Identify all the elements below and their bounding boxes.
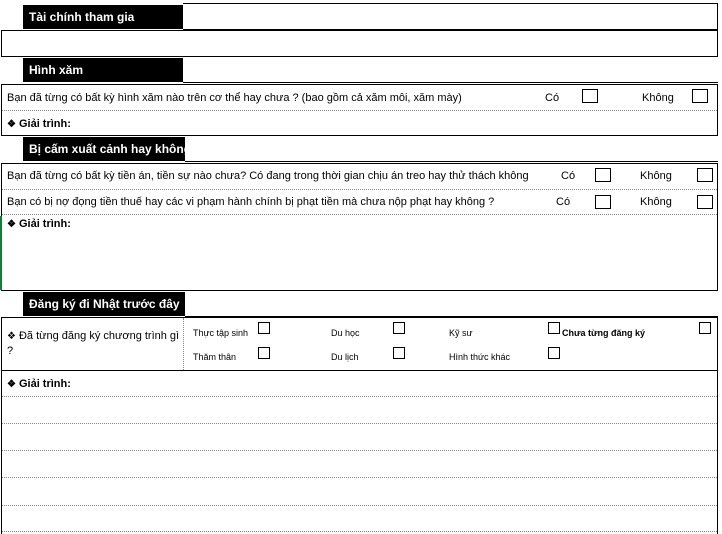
row-separator	[2, 214, 717, 215]
section-header-exit-ban: Bị cấm xuất cảnh hay không	[23, 137, 185, 161]
tattoo-no-label: Không	[642, 92, 674, 104]
section-header-finance: Tài chính tham gia	[23, 5, 183, 29]
prior-japan-question-text: Đã từng đăng ký chương trình gì ?	[7, 330, 180, 357]
option-family-visit-checkbox[interactable]	[258, 347, 270, 359]
tattoo-question: Bạn đã từng có bất kỳ hình xăm nào trên cơ thể hay chưa ? (bao gồm cả xăm môi, xăm mày)	[7, 92, 462, 104]
option-engineer-label: Kỹ sư	[449, 328, 473, 338]
diamond-icon: ❖	[7, 219, 16, 230]
diamond-icon: ❖	[7, 331, 16, 342]
option-travel-label: Du lịch	[331, 352, 359, 362]
writing-line[interactable]	[2, 450, 717, 451]
row-separator	[2, 110, 717, 111]
option-never-checkbox[interactable]	[699, 322, 711, 334]
top-border-line	[183, 3, 718, 4]
top-right-border	[717, 3, 718, 29]
exit-ban-explain-label: Giải trình:	[18, 218, 71, 230]
prior-japan-explain-label: Giải trình:	[18, 378, 71, 390]
option-study-label: Du học	[331, 328, 360, 338]
tattoo-no-checkbox[interactable]	[692, 89, 708, 103]
exit-ban-q1-no-checkbox[interactable]	[697, 168, 713, 182]
diamond-icon: ❖	[7, 119, 16, 130]
section-header-prior-japan: Đăng ký đi Nhật trước đây	[23, 292, 185, 316]
exit-ban-explain[interactable]	[7, 217, 71, 232]
row-line	[2, 370, 717, 371]
exit-ban-q2-yes-checkbox[interactable]	[595, 195, 611, 209]
prior-japan-explain[interactable]	[7, 377, 71, 392]
option-other-label: Hình thức khác	[449, 352, 511, 362]
tattoo-explain-label: Giải trình:	[18, 118, 71, 130]
option-other-checkbox[interactable]	[548, 347, 560, 359]
row-line	[183, 82, 718, 83]
exit-ban-question-2: Bạn có bị nợ đọng tiền thuế hay các vi phạm hành chính bị phạt tiền mà chưa nộp phạt hay không ?	[7, 196, 495, 208]
option-engineer-checkbox[interactable]	[548, 322, 560, 334]
option-study-checkbox[interactable]	[393, 322, 405, 334]
tattoo-explain[interactable]	[7, 117, 71, 132]
exit-ban-q1-no-label: Không	[640, 170, 672, 182]
exit-ban-question-1: Bạn đã từng có bất kỳ tiền án, tiền sự nào chưa? Có đang trong thời gian chịu án treo hay thử thách không	[7, 170, 529, 182]
row-separator	[2, 189, 717, 190]
tattoo-yes-label: Có	[545, 92, 560, 104]
option-trainee-label: Thực tập sinh	[193, 328, 249, 338]
option-family-visit-label: Thăm thân	[193, 352, 237, 362]
finance-field-box[interactable]	[1, 30, 718, 57]
writing-line[interactable]	[2, 477, 717, 478]
option-never-label: Chưa từng đăng ký	[562, 328, 646, 338]
exit-ban-q2-no-checkbox[interactable]	[697, 195, 713, 209]
writing-line[interactable]	[2, 396, 717, 397]
prior-japan-question	[7, 329, 181, 358]
exit-ban-q1-yes-label: Có	[561, 170, 576, 182]
column-separator	[183, 318, 184, 370]
option-trainee-checkbox[interactable]	[258, 322, 270, 334]
option-travel-checkbox[interactable]	[393, 347, 405, 359]
section-header-tattoo: Hình xăm	[23, 58, 183, 82]
tattoo-yes-checkbox[interactable]	[582, 89, 598, 103]
writing-line[interactable]	[2, 531, 717, 532]
diamond-icon: ❖	[7, 379, 16, 390]
exit-ban-q2-no-label: Không	[640, 196, 672, 208]
exit-ban-q2-yes-label: Có	[556, 196, 571, 208]
green-marker	[0, 216, 2, 290]
writing-line[interactable]	[2, 505, 717, 506]
row-line	[185, 161, 718, 162]
exit-ban-q1-yes-checkbox[interactable]	[595, 168, 611, 182]
writing-line[interactable]	[2, 423, 717, 424]
